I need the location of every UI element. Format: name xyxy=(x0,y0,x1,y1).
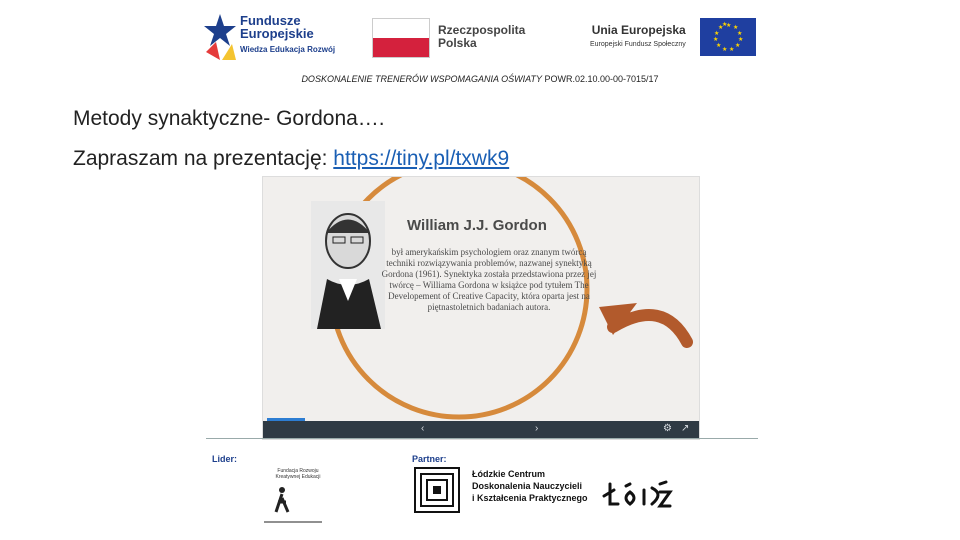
svg-text:★: ★ xyxy=(714,30,720,37)
svg-text:★: ★ xyxy=(726,22,732,29)
partner-label: Partner: xyxy=(412,454,447,464)
partner-name xyxy=(472,468,588,504)
fundusze-europejskie-logo xyxy=(202,12,342,64)
slide-body: był amerykańskim psychologiem oraz znanym twórcą techniki rozwiązywania problemów, nazwanej synektyką Gordona (1961). Synektyka została przedstawiona przez jej twórcę – Williama Gordona w książce pod tytułem The Developement of Creative Capacity, która oparta jest na piętnastoletnich badaniach autora. xyxy=(381,247,597,312)
fullscreen-icon[interactable]: ↗ xyxy=(681,423,690,434)
rp-line2: Polska xyxy=(438,36,477,50)
svg-text:★: ★ xyxy=(738,36,744,43)
svg-text:★: ★ xyxy=(733,24,739,31)
svg-text:★: ★ xyxy=(729,46,735,53)
poland-flag-icon xyxy=(372,18,430,58)
slide-heading: William J.J. Gordon xyxy=(407,217,547,234)
fe-subtitle: Wiedza Edukacja Rozwój xyxy=(240,45,336,54)
fe-star-icon xyxy=(202,12,238,62)
invite-prefix: Zapraszam na prezentację: xyxy=(73,147,334,170)
lodz-logo xyxy=(600,470,674,514)
svg-text:★: ★ xyxy=(713,36,719,43)
project-caption xyxy=(0,74,960,84)
svg-text:★: ★ xyxy=(722,46,728,53)
partner-line1: Łódzkie Centrum xyxy=(472,469,546,479)
ue-line1: Unia Europejska xyxy=(591,23,686,37)
gordon-portrait xyxy=(311,201,385,329)
page-title: Metody synaktyczne- Gordona…. xyxy=(73,107,385,130)
footer-divider xyxy=(206,438,758,439)
ue-line2: Europejski Fundusz Społeczny xyxy=(590,41,686,48)
lider-label: Lider: xyxy=(212,454,238,464)
rzeczpospolita-logo xyxy=(372,18,547,58)
svg-text:★: ★ xyxy=(722,21,728,28)
lcdnikp-logo-icon xyxy=(414,467,460,513)
invite-line xyxy=(73,147,509,171)
project-code: POWR.02.10.00-00-7015/17 xyxy=(541,74,659,84)
svg-text:★: ★ xyxy=(737,30,743,37)
settings-icon[interactable]: ⚙ xyxy=(663,423,672,434)
eu-flag-icon xyxy=(700,18,756,56)
project-title: DOSKONALENIE TRENERÓW WSPOMAGANIA OŚWIATY xyxy=(301,74,542,84)
chevron-left-icon[interactable]: ‹ xyxy=(421,423,425,434)
svg-text:★: ★ xyxy=(718,24,724,31)
unia-europejska-logo xyxy=(570,18,760,58)
svg-text:★: ★ xyxy=(716,42,722,49)
rp-line1: Rzeczpospolita xyxy=(438,23,526,37)
chevron-right-icon[interactable]: › xyxy=(535,423,539,434)
svg-text:★: ★ xyxy=(735,42,741,49)
slide-controls xyxy=(263,421,699,439)
fe-line1: Fundusze xyxy=(240,13,301,28)
fe-line2: Europejskie xyxy=(240,26,314,41)
partner-line2: Doskonalenia Nauczycieli xyxy=(472,481,583,491)
presentation-link[interactable]: https://tiny.pl/txwk9 xyxy=(333,147,510,170)
lider-logo xyxy=(262,468,332,524)
presentation-preview[interactable] xyxy=(262,176,700,440)
partner-line3: i Kształcenia Praktycznego xyxy=(472,493,588,503)
lider-logo-text: Fundacja Rozwoju Kreatywnej Edukacji xyxy=(275,468,321,480)
